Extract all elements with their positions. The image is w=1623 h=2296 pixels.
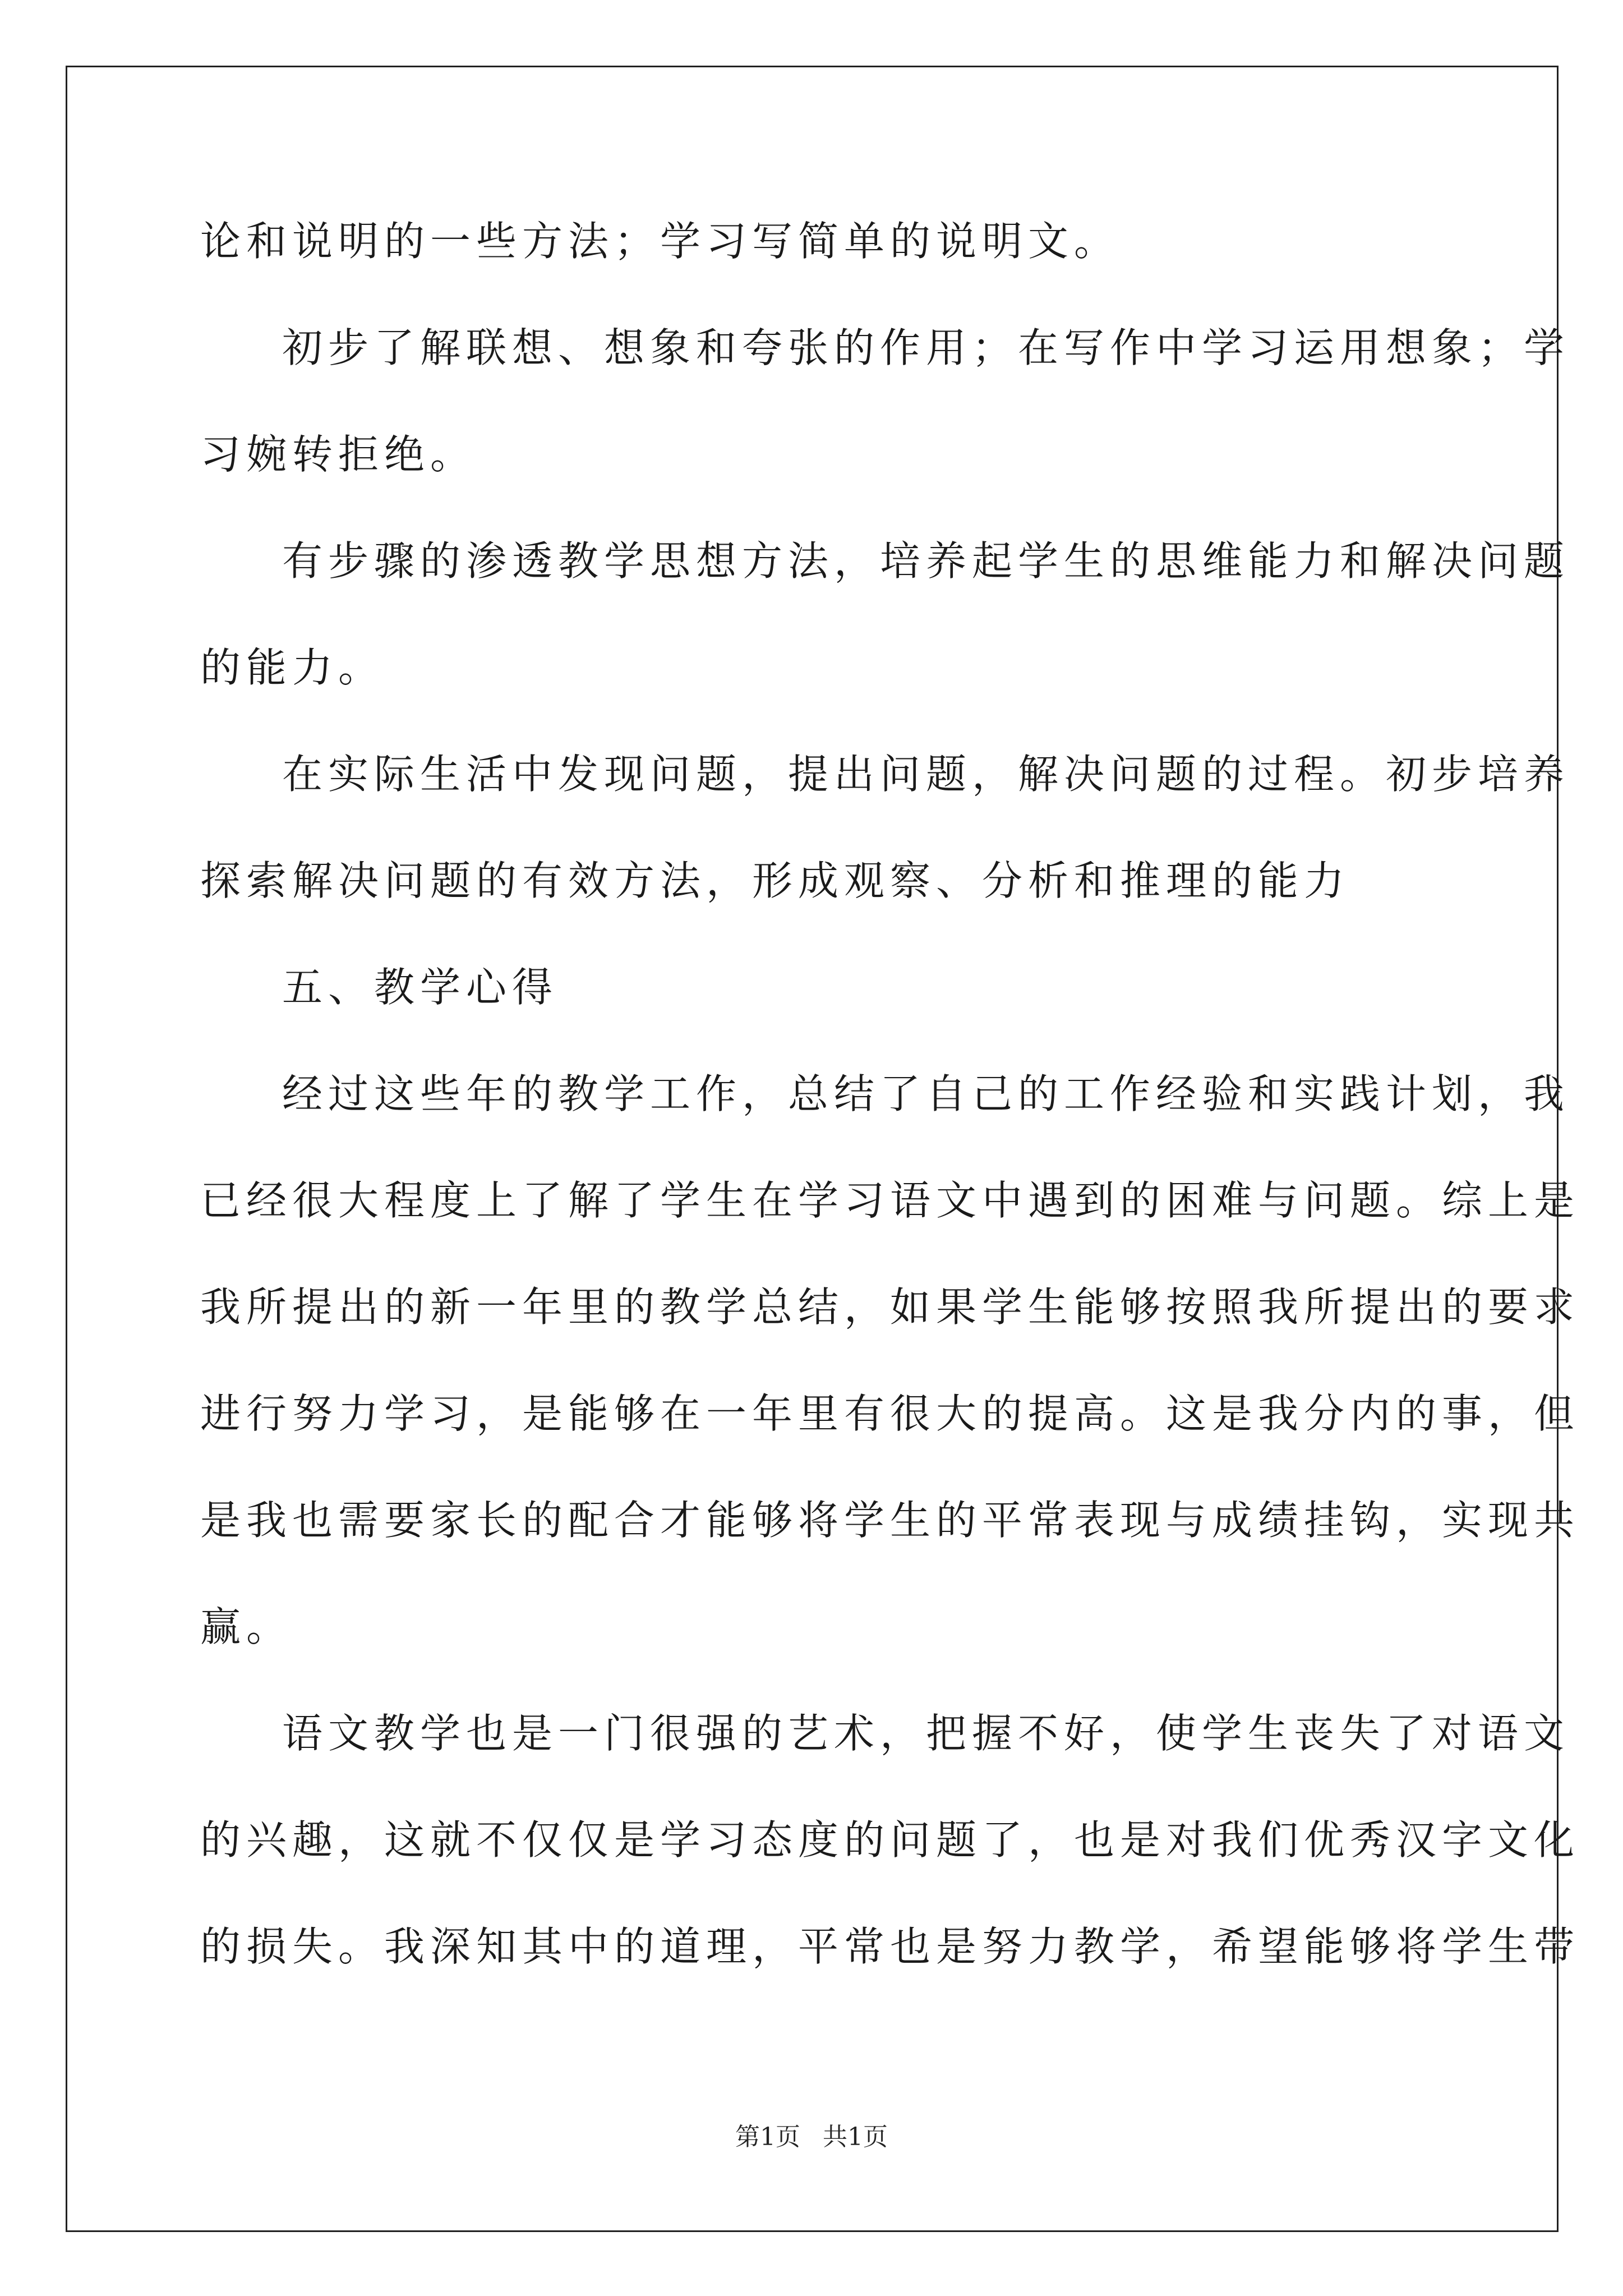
text-line: 的兴趣，这就不仅仅是学习态度的问题了，也是对我们优秀汉字文化: [200, 1816, 1580, 1864]
text-line: 探索解决问题的有效方法，形成观察、分析和推理的能力: [200, 857, 1350, 904]
text-line: 论和说明的一些方法；学习写简单的说明文。: [200, 218, 1121, 265]
text-line: 已经很大程度上了解了学生在学习语文中遇到的困难与问题。综上是: [200, 1177, 1580, 1224]
page-total: 共1页: [823, 2123, 888, 2151]
text-line: 是我也需要家长的配合才能够将学生的平常表现与成绩挂钩，实现共: [200, 1497, 1580, 1544]
text-line: 语文教学也是一门很强的艺术，把握不好，使学生丧失了对语文: [282, 1710, 1570, 1757]
page-footer: [0, 2120, 1623, 2154]
text-line: 赢。: [200, 1603, 293, 1650]
text-line: 在实际生活中发现问题，提出问题，解决问题的过程。初步培养: [282, 751, 1570, 798]
page-number: 第1页: [735, 2123, 800, 2151]
page-border: [66, 66, 1559, 2232]
text-line: 习婉转拒绝。: [200, 431, 477, 478]
text-line: 的能力。: [200, 644, 385, 691]
text-line: 进行努力学习，是能够在一年里有很大的提高。这是我分内的事，但: [200, 1390, 1580, 1437]
text-line: 初步了解联想、想象和夸张的作用；在写作中学习运用想象；学: [282, 324, 1570, 371]
text-line: 经过这些年的教学工作，总结了自己的工作经验和实践计划，我: [282, 1070, 1570, 1117]
text-line: 我所提出的新一年里的教学总结，如果学生能够按照我所提出的要求: [200, 1283, 1580, 1331]
text-line: 的损失。我深知其中的道理，平常也是努力教学，希望能够将学生带: [200, 1923, 1580, 1970]
text-line: 有步骤的渗透教学思想方法，培养起学生的思维能力和解决问题: [282, 537, 1570, 585]
section-heading: 五、教学心得: [282, 964, 559, 1011]
